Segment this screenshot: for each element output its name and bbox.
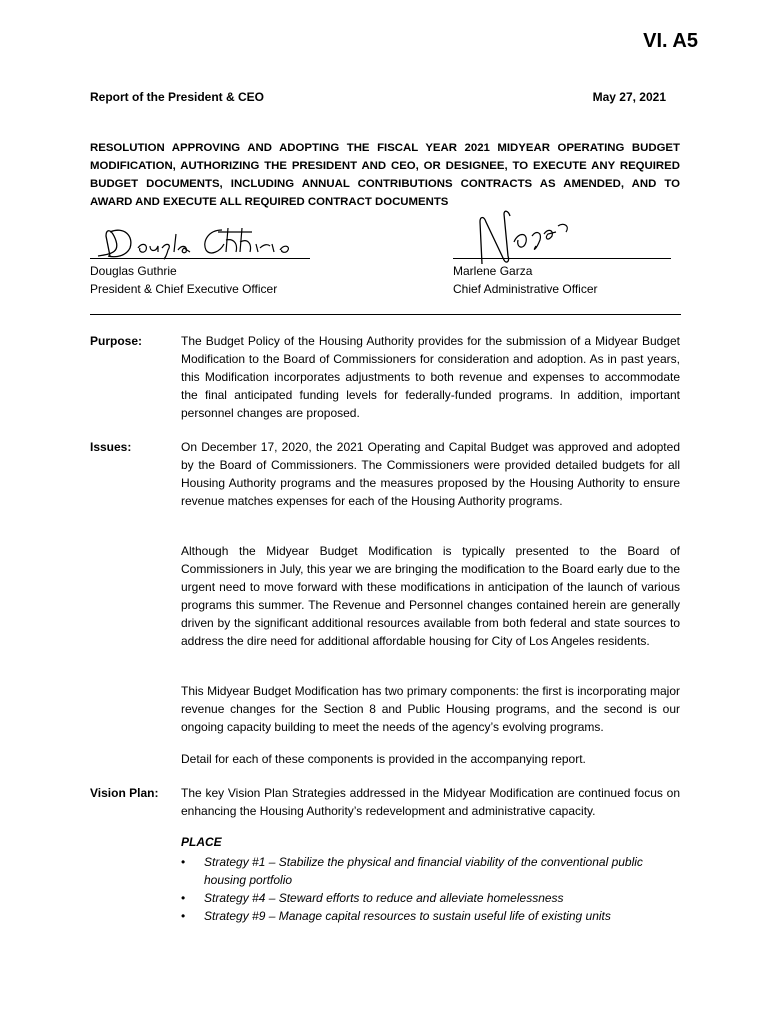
signatory-left-title: President & Chief Executive Officer	[90, 282, 278, 296]
strategy-list	[181, 853, 681, 925]
strategy-9-text: Strategy #9 – Manage capital resources to sustain useful life of existing units	[204, 909, 611, 923]
strategy-1-text: Strategy #1 – Stabilize the physical and financial viability of the conventional public housing portfolio	[204, 855, 643, 887]
resolution-title: RESOLUTION APPROVING AND ADOPTING THE FISCAL YEAR 2021 MIDYEAR OPERATING BUDGET MODIFICATION, AUTHORIZING THE PRESIDENT AND CEO, OR DESIGNEE, TO EXECUTE ANY REQUIRED BUDGET DOCUMENTS, INCLUDING ANNUAL CONTRIBUTIONS CONTRACTS AS AMENDED, AND TO AWARD AND EXECUTE ALL REQUIRED CONTRACT DOCUMENTS	[90, 142, 680, 208]
issues-label: Issues:	[90, 440, 132, 454]
issues-paragraph-2: Although the Midyear Budget Modification is typically presented to the Board of Commissioners in July, this year we are bringing the modification to the Board early due to the urgent need to move forward with these modifications in anticipation of the launch of various programs this summer. The Revenue and Personnel changes contained herein are generally driven by the significant additional resources available from both federal and state sources to address the dire need for additional affordable housing for City of Los Angeles residents.	[181, 544, 680, 648]
bullet-icon: •	[181, 891, 186, 905]
signature-douglas-guthrie	[92, 222, 302, 262]
purpose-text: The Budget Policy of the Housing Authority provides for the submission of a Midyear Budget Modification to the Board of Commissioners for consideration and adoption. As in past years, this Modification incorporates adjustments to both revenue and expenses to accommodate the final anticipated funding levels for federally-funded programs. In addition, important personnel changes are proposed.	[181, 334, 680, 420]
purpose-label: Purpose:	[90, 334, 143, 348]
place-subheading: PLACE	[181, 835, 222, 849]
agenda-item-code: VI. A5	[643, 30, 698, 52]
list-item	[181, 907, 681, 925]
report-date: May 27, 2021	[592, 90, 666, 104]
list-item	[181, 889, 681, 907]
bullet-icon: •	[181, 909, 186, 923]
signature-line-left	[90, 258, 310, 259]
strategy-4-text: Strategy #4 – Steward efforts to reduce and alleviate homelessness	[204, 891, 564, 905]
signature-marlene-garza	[474, 208, 584, 270]
vision-plan-text: The key Vision Plan Strategies addressed in the Midyear Modification are continued focus on enhancing the Housing Authority’s redevelopment and administrative capacity.	[181, 786, 680, 818]
signatory-right-name: Marlene Garza	[453, 264, 533, 278]
issues-paragraph-4: Detail for each of these components is provided in the accompanying report.	[181, 752, 586, 766]
issues-paragraph-1: On December 17, 2020, the 2021 Operating and Capital Budget was approved and adopted by the Board of Commissioners. The Commissioners were provided detailed budgets for all Housing Authority programs and the measures proposed by the Housing Authority to ensure revenue matches expenses for each of the Housing Authority programs.	[181, 440, 680, 508]
signatory-left-name: Douglas Guthrie	[90, 264, 177, 278]
bullet-icon: •	[181, 855, 186, 869]
list-item	[181, 853, 681, 889]
signature-line-right	[453, 258, 671, 259]
vision-plan-label: Vision Plan:	[90, 786, 159, 800]
issues-paragraph-3: This Midyear Budget Modification has two primary components: the first is incorporating major revenue changes for the Section 8 and Public Housing programs, and the second is our ongoing capacity building to meet the needs of the agency’s evolving programs.	[181, 684, 680, 734]
signatory-right-title: Chief Administrative Officer	[453, 282, 598, 296]
section-divider	[90, 314, 681, 315]
report-of-heading: Report of the President & CEO	[90, 90, 265, 104]
